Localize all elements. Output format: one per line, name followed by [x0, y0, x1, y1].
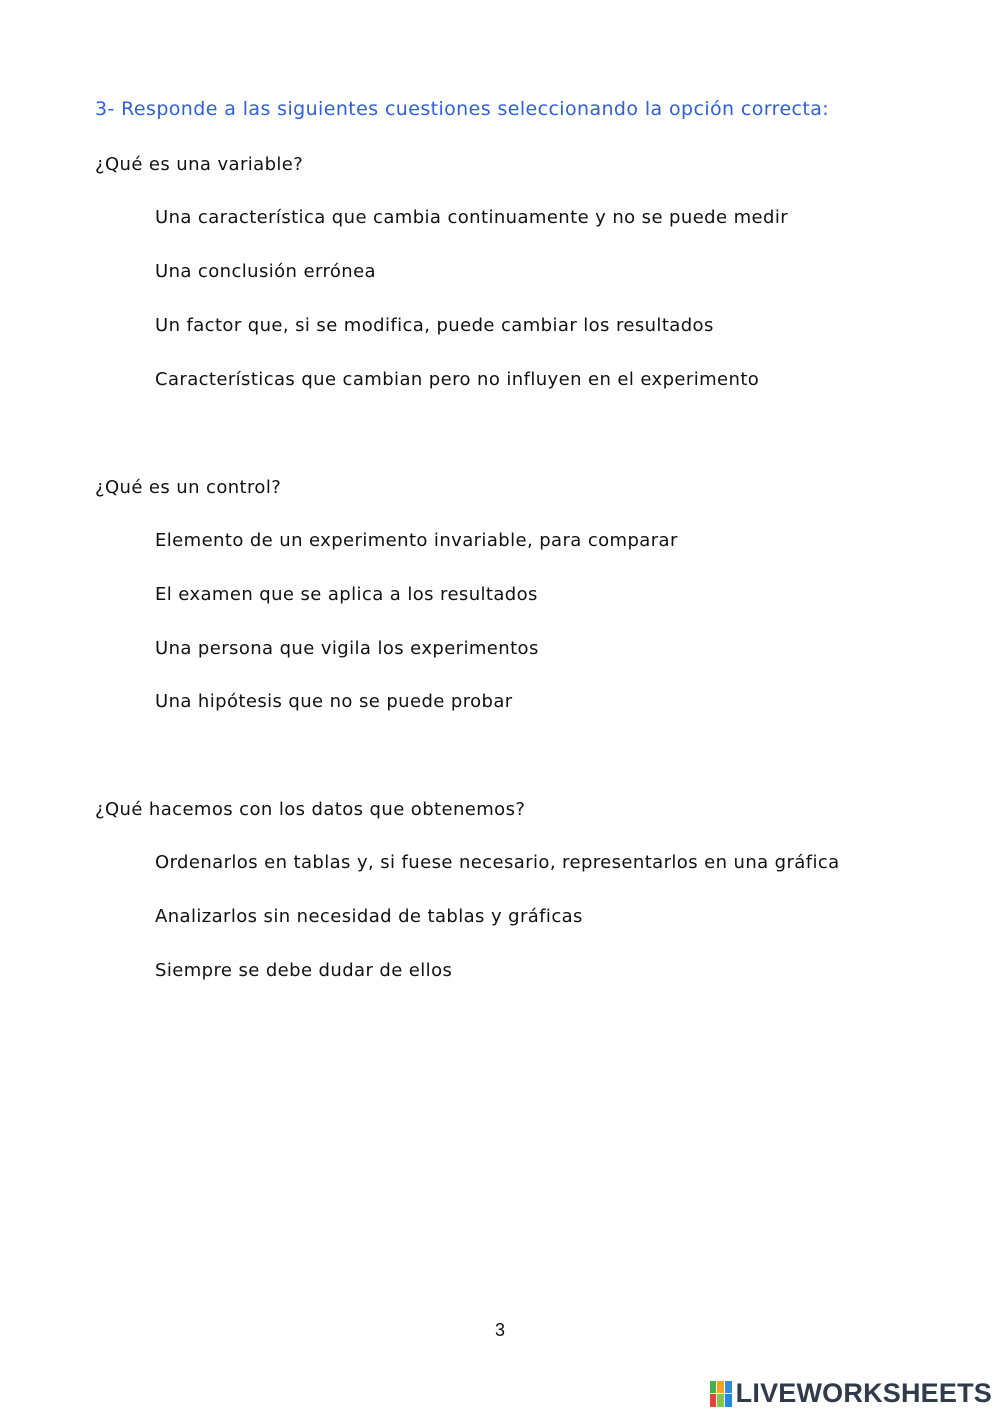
question-1-option-2[interactable]: Una conclusión errónea [155, 261, 376, 282]
logo-square [717, 1394, 724, 1407]
question-2-option-2[interactable]: El examen que se aplica a los resultados [155, 584, 538, 605]
question-2-option-4[interactable]: Una hipótesis que no se puede probar [155, 691, 513, 712]
instruction-heading: 3- Responde a las siguientes cuestiones seleccionando la opción correcta: [95, 98, 830, 120]
logo-square [725, 1394, 732, 1407]
liveworksheets-brand-name: LIVEWORKSHEETS [735, 1378, 992, 1408]
logo-square [710, 1394, 717, 1407]
page-number: 3 [494, 1320, 505, 1340]
question-3-text: ¿Qué hacemos con los datos que obtenemos? [95, 799, 526, 820]
logo-square [725, 1381, 732, 1394]
question-2-option-1[interactable]: Elemento de un experimento invariable, para comparar [155, 530, 678, 551]
question-3-option-3[interactable]: Siempre se debe dudar de ellos [155, 960, 453, 981]
question-2-option-3[interactable]: Una persona que vigila los experimentos [155, 638, 539, 659]
question-1-option-3[interactable]: Un factor que, si se modifica, puede cambiar los resultados [155, 315, 714, 336]
question-1-text: ¿Qué es una variable? [95, 154, 304, 175]
question-1-option-1[interactable]: Una característica que cambia continuamente y no se puede medir [155, 207, 789, 228]
liveworksheets-brand[interactable] [710, 1378, 992, 1409]
question-1-option-4[interactable]: Características que cambian pero no influyen en el experimento [155, 369, 760, 390]
logo-square [710, 1381, 717, 1394]
question-2-text: ¿Qué es un control? [95, 477, 282, 498]
liveworksheets-logo-icon [710, 1381, 732, 1407]
question-3-option-2[interactable]: Analizarlos sin necesidad de tablas y gráficas [155, 906, 583, 927]
question-3-option-1[interactable]: Ordenarlos en tablas y, si fuese necesario, representarlos en una gráfica [155, 852, 840, 873]
logo-square [717, 1381, 724, 1394]
